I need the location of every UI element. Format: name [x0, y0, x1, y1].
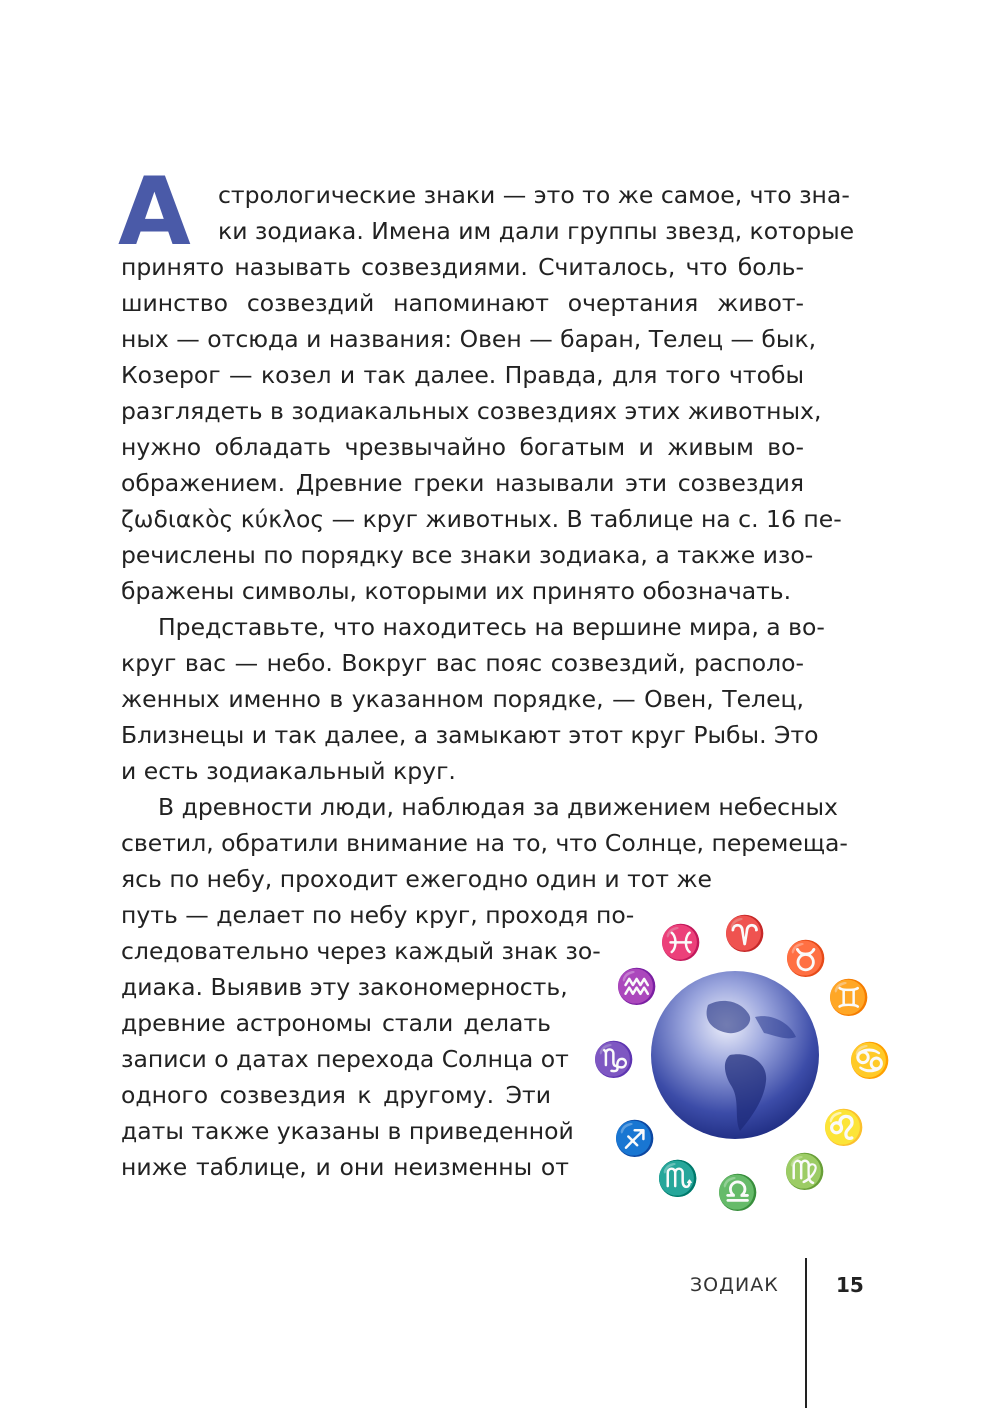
text-line: ных — отсюда и названия: Овен — баран, Телец — бык, — [121, 325, 817, 353]
text-line: ки зодиака. Имена им дали группы звезд, которые — [218, 217, 855, 245]
footer-divider — [805, 1258, 807, 1408]
text-line: и есть зодиакальный круг. — [121, 757, 456, 785]
scorpio-icon: ♏ — [656, 1159, 700, 1199]
text-line: принято называть созвездиями. Считалось, что боль- — [121, 253, 804, 281]
text-line: диака. Выявив эту закономерность, — [121, 973, 568, 1001]
aries-icon: ♈ — [723, 914, 767, 954]
text-line: ζωδιακὸς κύκλος — круг животных. В таблице на с. 16 пе- — [121, 505, 842, 533]
text-line: древние астрономы стали делать — [121, 1009, 551, 1037]
capricorn-icon: ♑ — [592, 1040, 636, 1080]
text-line: женных именно в указанном порядке, — Овен, Телец, — [121, 685, 804, 713]
text-line: речислены по порядку все знаки зодиака, а также изо- — [121, 541, 814, 569]
taurus-icon: ♉ — [784, 939, 828, 979]
virgo-icon: ♍ — [783, 1152, 827, 1192]
text-line: Козерог — козел и так далее. Правда, для того чтобы — [121, 361, 804, 389]
text-line: Представьте, что находитесь на вершине мира, а во- — [158, 613, 825, 641]
page-number: 15 — [836, 1273, 864, 1297]
text-line: стрологические знаки — это то же самое, что зна- — [218, 181, 850, 209]
text-line: ясь по небу, проходит ежегодно один и тот же — [121, 865, 712, 893]
text-line: ниже таблице, и они неизменны от — [121, 1153, 569, 1181]
text-line: ображением. Древние греки называли эти созвездия — [121, 469, 804, 497]
gemini-icon: ♊ — [827, 978, 871, 1018]
text-line: круг вас — небо. Вокруг вас пояс созвездий, располо- — [121, 649, 804, 677]
zodiac-wheel — [590, 905, 900, 1215]
text-line: нужно обладать чрезвычайно богатым и живым во- — [121, 433, 804, 461]
section-title: ЗОДИАК — [690, 1274, 779, 1296]
text-line: шинство созвездий напоминают очертания живот- — [121, 289, 804, 317]
text-line: светил, обратили внимание на то, что Солнце, перемеща- — [121, 829, 848, 857]
text-line: бражены символы, которыми их принято обозначать. — [121, 577, 792, 605]
text-line: Близнецы и так далее, а замыкают этот круг Рыбы. Это — [121, 721, 819, 749]
drop-cap: А — [118, 158, 191, 267]
pisces-icon: ♓ — [659, 923, 703, 963]
text-line: одного созвездия к другому. Эти — [121, 1081, 551, 1109]
text-line: разглядеть в зодиакальных созвездиях этих животных, — [121, 397, 822, 425]
text-line: В древности люди, наблюдая за движением небесных — [158, 793, 838, 821]
text-line: путь — делает по небу круг, проходя по- — [121, 901, 635, 929]
text-line: даты также указаны в приведенной — [121, 1117, 574, 1145]
sagittarius-icon: ♐ — [613, 1119, 657, 1159]
leo-icon: ♌ — [822, 1108, 866, 1148]
libra-icon: ♎ — [716, 1173, 760, 1213]
text-line: следовательно через каждый знак зо- — [121, 937, 601, 965]
text-line: записи о датах перехода Солнца от — [121, 1045, 569, 1073]
cancer-icon: ♋ — [848, 1041, 892, 1081]
aquarius-icon: ♒ — [615, 967, 659, 1007]
